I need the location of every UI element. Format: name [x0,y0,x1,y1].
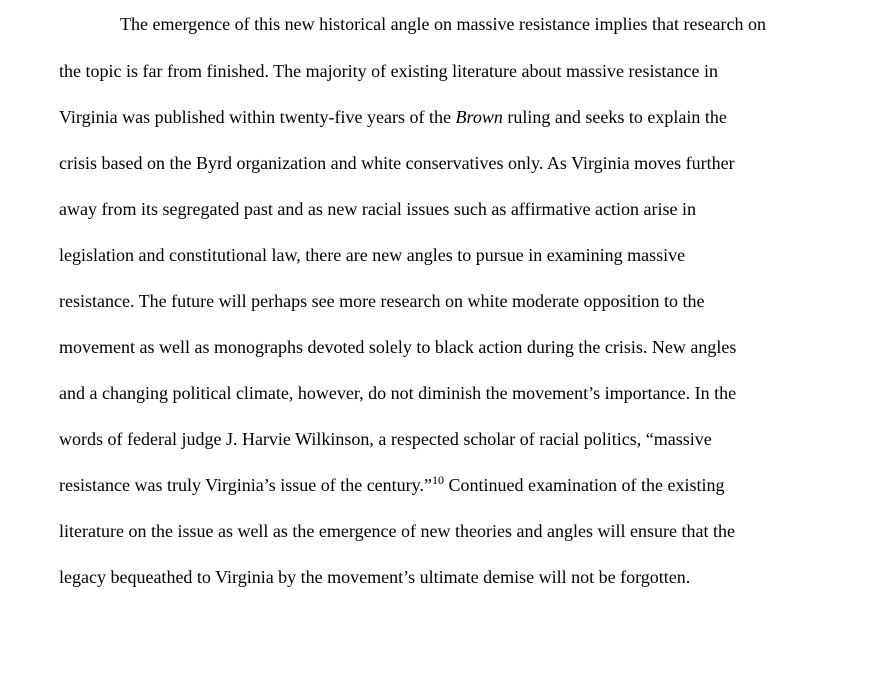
line-text: Virginia was published within twenty-five years of the [59,107,456,127]
paragraph-line: words of federal judge J. Harvie Wilkinson, a respected scholar of racial politics, “massive [59,429,712,449]
paragraph-line: legacy bequeathed to Virginia by the movement’s ultimate demise will not be forgotten. [59,567,691,587]
paragraph-line [59,106,727,128]
paragraph-line: literature on the issue as well as the emergence of new theories and angles will ensure that the [59,521,735,541]
paragraph-line: The emergence of this new historical angle on massive resistance implies that research on [120,14,766,34]
italic-case-name: Brown [455,107,503,127]
line-text: ruling and seeks to explain the [502,107,727,127]
paragraph-line: away from its segregated past and as new racial issues such as affirmative action arise in [59,199,696,219]
paragraph-line [59,474,724,496]
paragraph-line: movement as well as monographs devoted solely to black action during the crisis. New angles [59,337,737,357]
paragraph-line: legislation and constitutional law, there are new angles to pursue in examining massive [59,245,686,265]
line-text: Continued examination of the existing [444,475,725,495]
paragraph-line: and a changing political climate, however, do not diminish the movement’s importance. In the [59,383,737,403]
paragraph-line: crisis based on the Byrd organization and white conservatives only. As Virginia moves further [59,153,735,173]
line-text: resistance was truly Virginia’s issue of the century.” [59,475,432,495]
footnote-reference[interactable]: 10 [432,473,444,487]
paragraph-line: the topic is far from finished. The majority of existing literature about massive resistance in [59,61,718,81]
paragraph-line: resistance. The future will perhaps see more research on white moderate opposition to the [59,291,705,311]
